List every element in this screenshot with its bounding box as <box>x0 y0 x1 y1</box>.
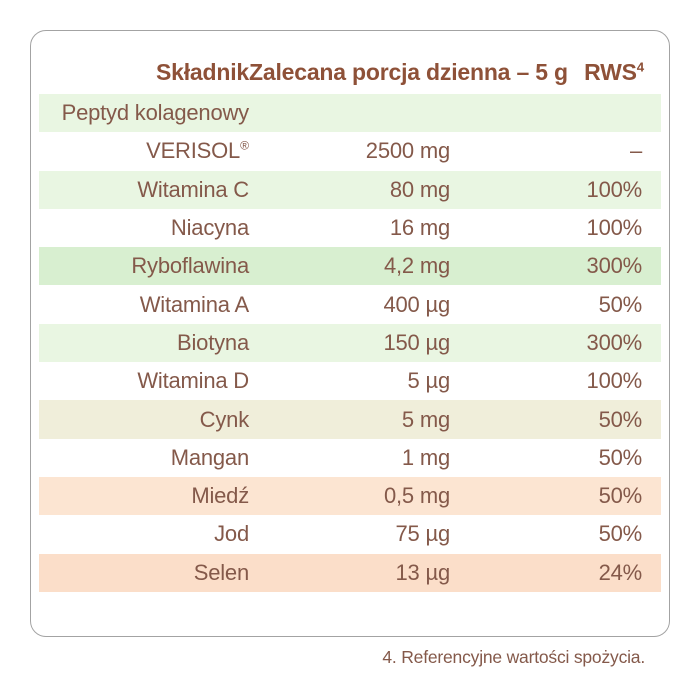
table-row <box>39 400 661 438</box>
header-ingredient: Składnik <box>156 59 249 85</box>
ingredient-amount: 0,5 mg <box>383 483 450 509</box>
ingredient-rws-value: – <box>629 138 642 164</box>
ingredient-amount: 5 µg <box>407 368 450 394</box>
ingredient-amount: 5 mg <box>401 406 450 432</box>
table-row <box>39 515 661 553</box>
header-rws-footnote-marker: 4 <box>636 59 644 75</box>
table-row <box>39 171 661 209</box>
footnote: 4. Referencyjne wartości spożycia. <box>382 647 645 667</box>
ingredient-rws-value: 100% <box>586 176 642 202</box>
ingredient-rws-value: 300% <box>586 329 642 355</box>
ingredient-name: Witamina D <box>137 368 249 394</box>
table-header-row <box>39 31 661 94</box>
ingredient-amount: 150 µg <box>383 329 450 355</box>
ingredient-rws-value: 50% <box>598 291 642 317</box>
ingredient-rws-value: 24% <box>598 559 642 585</box>
ingredient-rws-value: 300% <box>586 253 642 279</box>
table-body <box>31 94 669 592</box>
ingredient-rws-value: 50% <box>598 483 642 509</box>
ingredient-rws-value: 100% <box>586 215 642 241</box>
nutrition-table-card <box>30 30 670 637</box>
ingredient-amount: 400 µg <box>383 291 450 317</box>
table-row <box>39 362 661 400</box>
table-row <box>39 324 661 362</box>
ingredient-amount: 1 mg <box>401 444 450 470</box>
ingredient-name: Mangan <box>170 444 249 470</box>
ingredient-amount: 16 mg <box>389 215 450 241</box>
ingredient-amount: 13 µg <box>395 559 450 585</box>
ingredient-rws-value: 50% <box>598 406 642 432</box>
ingredient-name: Witamina A <box>139 291 249 317</box>
ingredient-name: Miedź <box>191 483 249 509</box>
ingredient-amount: 2500 mg <box>365 138 450 164</box>
ingredient-name: Witamina C <box>137 176 249 202</box>
ingredient-name: Cynk <box>199 406 249 432</box>
ingredient-amount: 75 µg <box>395 521 450 547</box>
ingredient-name: Biotyna <box>177 329 249 355</box>
ingredient-amount: 4,2 mg <box>383 253 450 279</box>
header-daily-portion: Zalecana porcja dzienna – 5 g <box>249 59 568 85</box>
ingredient-amount: 80 mg <box>389 176 450 202</box>
ingredient-name: Jod <box>214 521 249 547</box>
table-row <box>39 247 661 285</box>
table-row <box>39 132 661 170</box>
ingredient-name: Ryboflawina <box>131 253 249 279</box>
registered-trademark-symbol: ® <box>240 139 249 154</box>
ingredient-rws-value: 100% <box>586 368 642 394</box>
table-row <box>39 94 661 132</box>
table-row <box>39 285 661 323</box>
ingredient-name: Selen <box>193 559 249 585</box>
table-row <box>39 477 661 515</box>
header-rws <box>457 59 661 86</box>
ingredient-rws-value: 50% <box>598 444 642 470</box>
table-row <box>39 554 661 592</box>
header-rws-label: RWS <box>584 59 637 85</box>
table-row <box>39 209 661 247</box>
ingredient-name: Peptyd kolagenowy <box>61 100 249 126</box>
table-row <box>39 439 661 477</box>
ingredient-name: Niacyna <box>170 215 249 241</box>
ingredient-rws-value: 50% <box>598 521 642 547</box>
ingredient-name: VERISOL® <box>146 138 249 164</box>
